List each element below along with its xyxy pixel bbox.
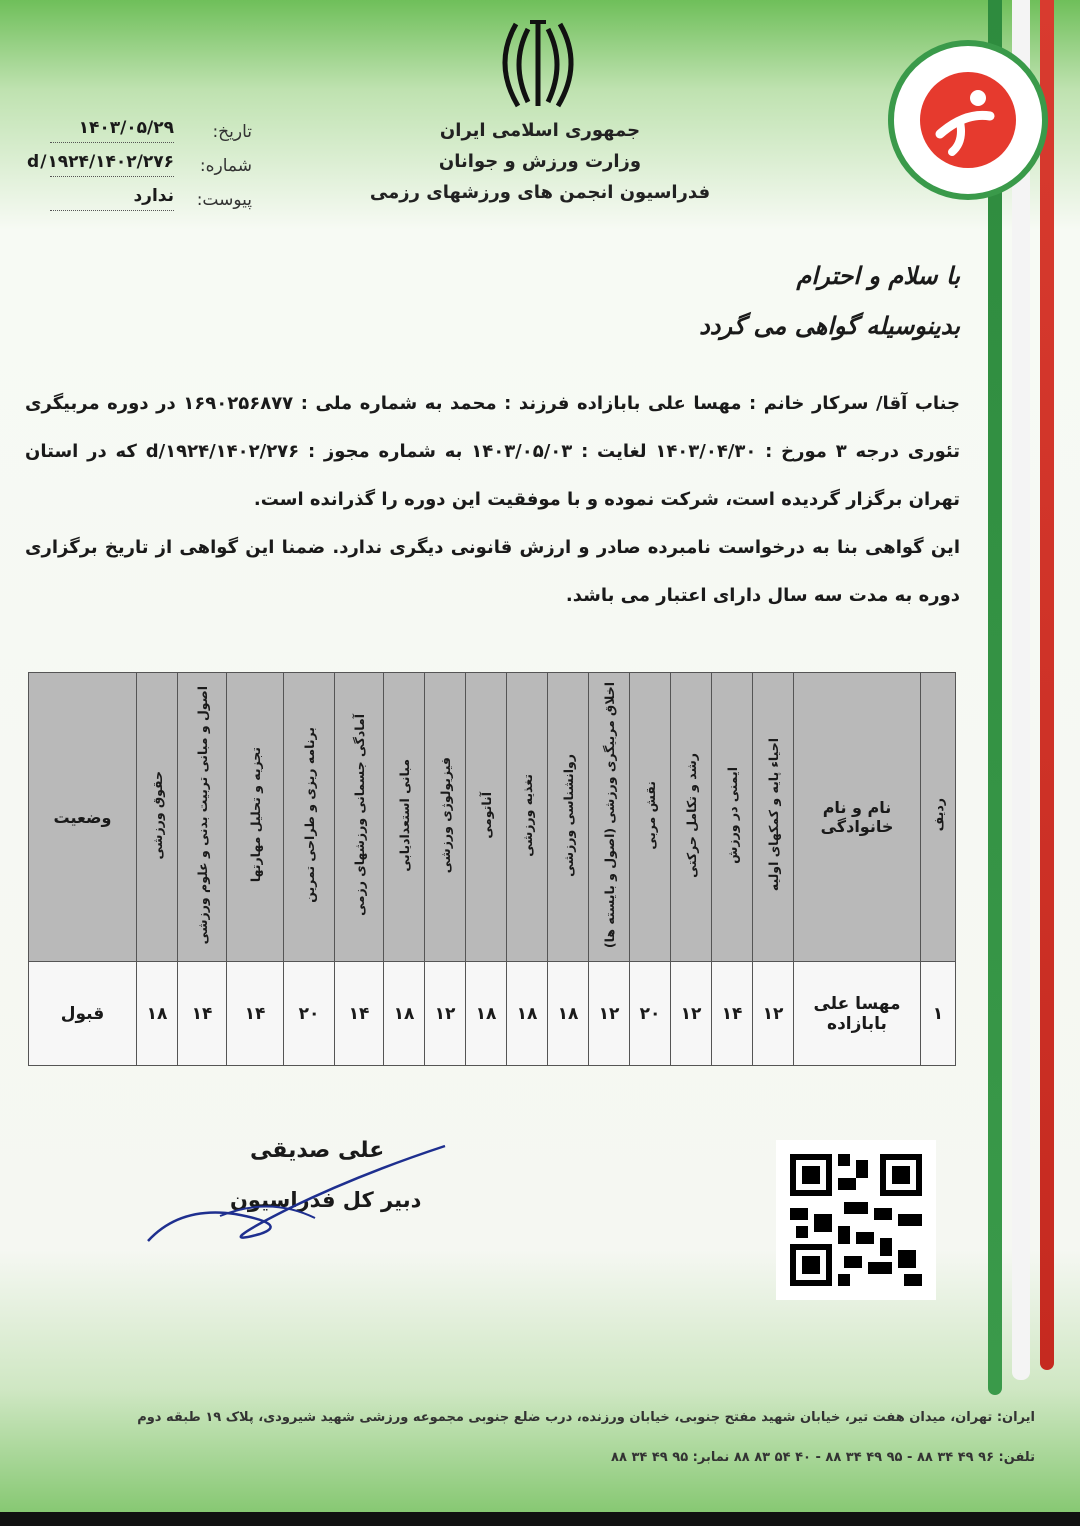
footer-phone: تلفن: ۹۶ ۴۹ ۳۴ ۸۸ - ۹۵ ۴۹ ۳۴ ۸۸ - ۴۰ ۵۴ ۸۳ ۸۸ نمابر: ۹۵ ۴۹ ۳۴ ۸۸ xyxy=(611,1450,1035,1465)
header-cell: نقش مربی xyxy=(630,673,671,962)
cell-score: ۱۲ xyxy=(753,962,794,1066)
handwritten-signature xyxy=(140,1136,460,1256)
flag-stripe-white xyxy=(1012,0,1030,1380)
qr-code-icon xyxy=(790,1154,922,1286)
iran-emblem-icon xyxy=(488,14,588,114)
header-cell: رشد و تکامل حرکتی xyxy=(671,673,712,962)
header-cell: حقوق ورزشی xyxy=(137,673,178,962)
bottom-band xyxy=(0,1512,1080,1526)
cell-index: ۱ xyxy=(921,962,956,1066)
cell-score: ۱۴ xyxy=(712,962,753,1066)
header-cell: آمادگی جسمانی ورزشهای رزمی xyxy=(335,673,384,962)
cell-score: ۱۸ xyxy=(548,962,589,1066)
greeting-line-1: با سلام و احترام xyxy=(796,262,960,290)
letter-meta xyxy=(20,118,260,220)
header-cell: فیزیولوژی ورزشی xyxy=(425,673,466,962)
flag-stripe-red xyxy=(1040,0,1054,1370)
signer-name: علی صدیقی xyxy=(250,1138,385,1163)
federation-logo xyxy=(888,40,1048,200)
header-cell: روانشناسی ورزشی xyxy=(548,673,589,962)
meta-date: تاریخ: ۱۴۰۳/۰۵/۲۹ xyxy=(20,118,260,152)
header-cell: وضعیت xyxy=(29,673,137,962)
cell-score: ۲۰ xyxy=(630,962,671,1066)
cell-score: ۱۲ xyxy=(589,962,630,1066)
cell-score: ۱۸ xyxy=(507,962,548,1066)
cell-score: ۱۴ xyxy=(227,962,284,1066)
header-cell: آناتومی xyxy=(466,673,507,962)
meta-attachment: پیوست: ندارد xyxy=(20,186,260,220)
header-cell: احیاء پایه و کمکهای اولیه xyxy=(753,673,794,962)
header-cell: مبانی استعدادیابی xyxy=(384,673,425,962)
cell-score: ۱۴ xyxy=(335,962,384,1066)
signer-title: دبیر کل فدراسیون xyxy=(230,1188,422,1212)
certificate-body xyxy=(25,380,960,620)
body-paragraph-1: جناب آقا/ سرکار خانم : مهسا علی بابازاده فرزند : محمد به شماره ملی : ۱۶۹۰۲۵۶۸۷۷ در دوره مربیگری تئوری درجه ۳ مورخ : ۱۴۰۳/۰۴/۳۰ لغایت : ۱۴۰۳/۰۵/۰۳ به شماره مجوز : ۱۴۰۲/۲۷۶/d/۱۹۲۴ که در استان تهران برگزار گردیده است، شرکت نموده و با موفقیت این دوره را گذرانده است. xyxy=(25,393,960,510)
greeting-line-2: بدینوسیله گواهی می گردد xyxy=(699,312,960,340)
header-cell: اصول و مبانی تربیت بدنی و علوم ورزشی xyxy=(178,673,227,962)
header-cell: ایمنی در ورزش xyxy=(712,673,753,962)
cell-score: ۱۸ xyxy=(384,962,425,1066)
martial-arts-logo-icon xyxy=(920,72,1016,168)
flag-stripe-green xyxy=(988,0,1002,1395)
gov-line-3: فدراسیون انجمن های ورزشهای رزمی xyxy=(369,182,711,203)
meta-number: شماره: ۱۴۰۲/۲۷۶/d/۱۹۲۴ xyxy=(27,152,252,176)
header-cell: تغذیه ورزشی xyxy=(507,673,548,962)
cell-score: ۱۸ xyxy=(137,962,178,1066)
header-cell: برنامه ریزی و طراحی تمرین xyxy=(284,673,335,962)
cell-status: قبول xyxy=(29,962,137,1066)
header-cell: ردیف xyxy=(921,673,956,962)
cell-score: ۲۰ xyxy=(284,962,335,1066)
header-cell: تجزیه و تحلیل مهارتها xyxy=(227,673,284,962)
qr-code xyxy=(776,1140,936,1300)
table-header-row xyxy=(29,673,956,962)
footer-address: ایران: تهران، میدان هفت تیر، خیابان شهید مفتح جنوبی، خیابان ورزنده، درب ضلع جنوبی مجموعه ورزشی شهید شیرودی، پلاک ۱۹ طبقه دوم xyxy=(137,1410,1035,1425)
cell-score: ۱۴ xyxy=(178,962,227,1066)
gov-line-2: وزارت ورزش و جوانان xyxy=(438,151,642,172)
header-cell: نام و نام خانوادگی xyxy=(794,673,921,962)
cell-name: مهسا علی بابازاده xyxy=(794,962,921,1066)
government-header xyxy=(360,115,720,208)
table-row xyxy=(29,962,956,1066)
cell-score: ۱۸ xyxy=(466,962,507,1066)
gov-line-1: جمهوری اسلامی ایران xyxy=(439,120,641,141)
cell-score: ۱۲ xyxy=(671,962,712,1066)
body-paragraph-2: این گواهی بنا به درخواست نامبرده صادر و ارزش قانونی دیگری ندارد. ضمنا این گواهی از تاریخ برگزاری دوره به مدت سه سال دارای اعتبار می باشد. xyxy=(25,537,960,606)
cell-score: ۱۲ xyxy=(425,962,466,1066)
header-cell: اخلاق مربیگری ورزشی (اصول و بایسته ها) xyxy=(589,673,630,962)
grades-table xyxy=(28,672,956,1066)
